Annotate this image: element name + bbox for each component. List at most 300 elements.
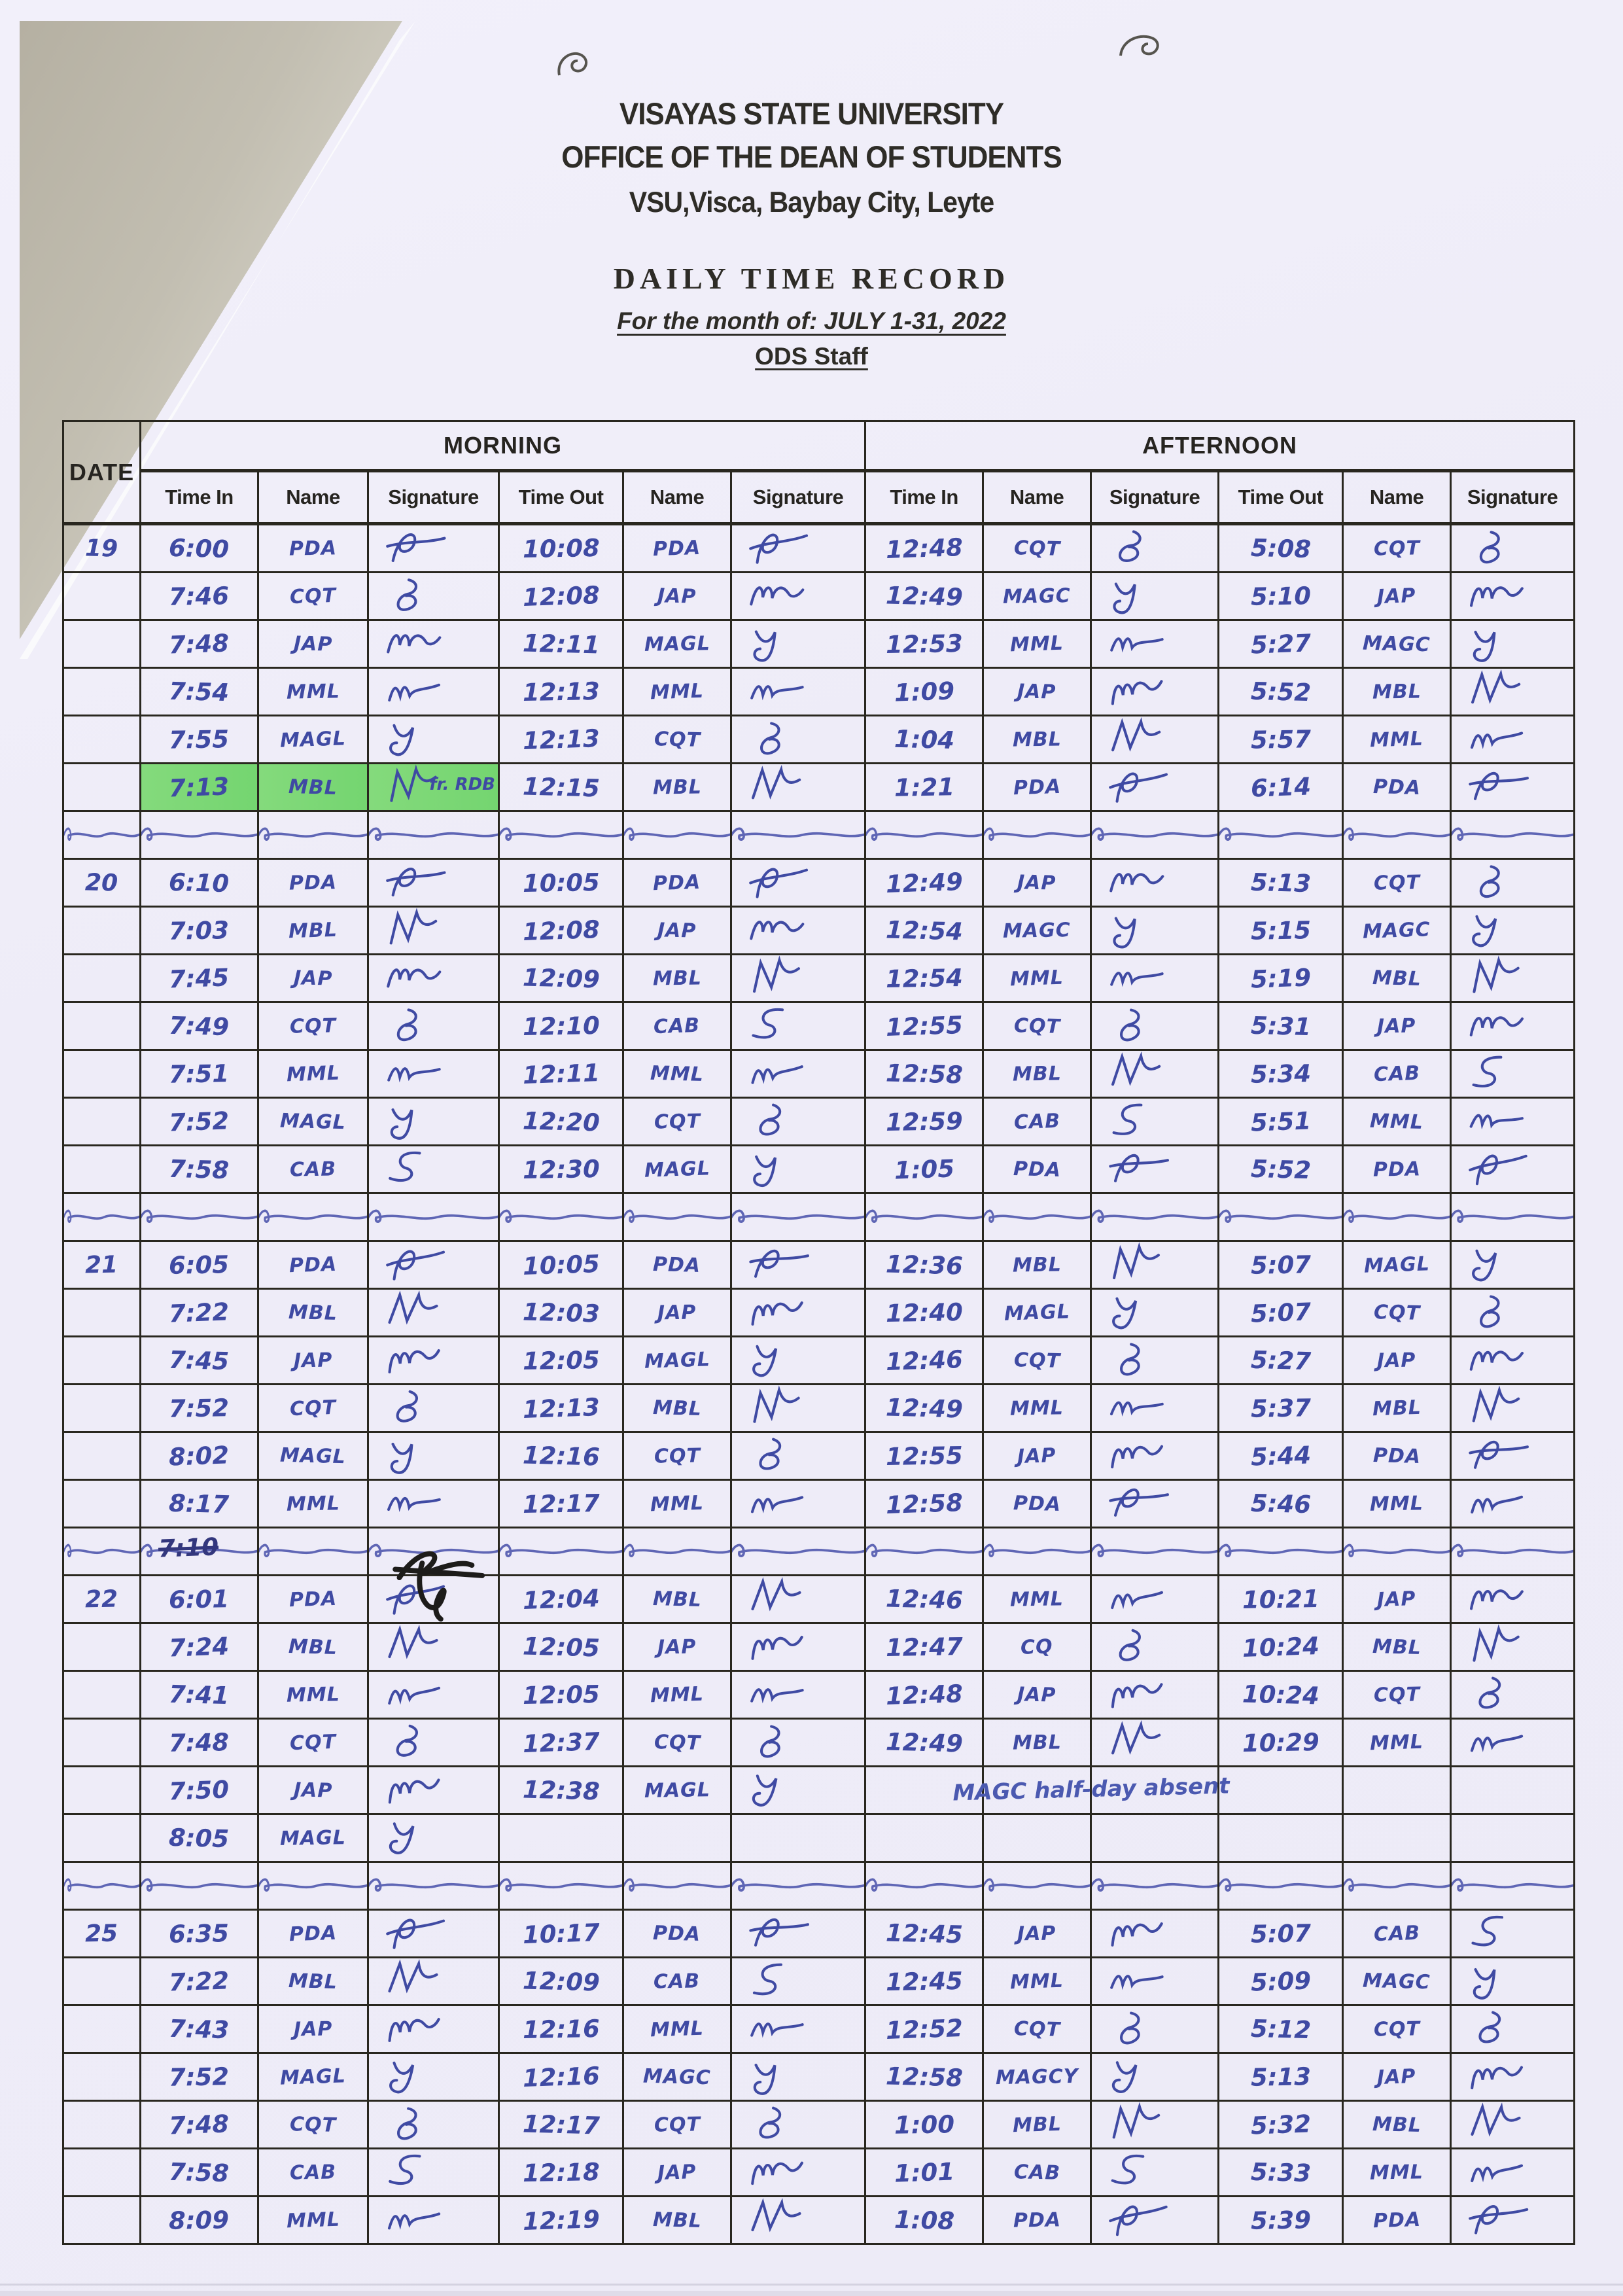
signature-cell bbox=[368, 668, 499, 716]
staff-initials: MBL bbox=[1372, 966, 1422, 991]
date-cell bbox=[63, 907, 141, 955]
signature-cell bbox=[731, 2149, 865, 2197]
column-header: Name bbox=[1343, 471, 1451, 524]
time-value: 10:05 bbox=[521, 1249, 601, 1280]
time-value: 12:47 bbox=[885, 1632, 963, 1662]
separator-cell bbox=[258, 1193, 368, 1241]
signature-cell bbox=[1451, 668, 1575, 716]
name-cell bbox=[983, 1910, 1091, 1958]
staff-initials: MAGL bbox=[1363, 1252, 1431, 1278]
wavy-line bbox=[500, 1863, 622, 1909]
wavy-line bbox=[1344, 1863, 1450, 1909]
time-value: 7:45 bbox=[168, 1345, 230, 1375]
separator-cell bbox=[865, 1528, 983, 1576]
signature-cell bbox=[368, 907, 499, 955]
name-cell bbox=[983, 1671, 1091, 1719]
time-cell bbox=[865, 1576, 983, 1623]
staff-initials: MAGC bbox=[1002, 584, 1072, 609]
time-cell bbox=[499, 1050, 623, 1098]
staff-initials: MML bbox=[1009, 631, 1064, 656]
name-cell bbox=[258, 524, 368, 573]
time-cell bbox=[141, 1385, 258, 1432]
wavy-line bbox=[984, 812, 1090, 858]
separator-cell bbox=[983, 1862, 1091, 1910]
date-cell bbox=[63, 1958, 141, 2005]
time-cell bbox=[141, 1002, 258, 1050]
signature-cell bbox=[368, 1814, 499, 1862]
time-cell bbox=[499, 1623, 623, 1671]
signature-cell bbox=[368, 1719, 499, 1767]
staff-initials: MBL bbox=[1012, 727, 1062, 752]
time-cell bbox=[1219, 1002, 1343, 1050]
signature-cell bbox=[1091, 620, 1219, 668]
name-cell bbox=[623, 907, 731, 955]
signature-cell bbox=[1451, 764, 1575, 811]
name-cell bbox=[258, 1289, 368, 1337]
signature-cell bbox=[731, 573, 865, 620]
dtr-row bbox=[63, 1432, 1575, 1480]
dtr-row bbox=[63, 524, 1575, 573]
separator-cell bbox=[63, 1193, 141, 1241]
staff-initials: CAB bbox=[1372, 1061, 1421, 1086]
date-cell bbox=[63, 764, 141, 811]
time-value: 5:32 bbox=[1249, 2109, 1312, 2140]
name-cell bbox=[983, 620, 1091, 668]
name-cell bbox=[258, 764, 368, 811]
time-cell bbox=[1219, 1814, 1343, 1862]
time-value: 5:09 bbox=[1249, 1966, 1312, 1997]
separator-cell bbox=[368, 811, 499, 859]
staff-initials: JAP bbox=[1377, 1014, 1417, 1038]
time-value: 12:11 bbox=[522, 628, 600, 660]
wavy-line bbox=[1452, 1863, 1573, 1909]
signature-cell bbox=[368, 1289, 499, 1337]
signature-cell bbox=[368, 859, 499, 907]
signature-cell bbox=[731, 1289, 865, 1337]
time-value: 5:52 bbox=[1249, 677, 1312, 707]
signature-cell bbox=[1091, 1671, 1219, 1719]
staff-initials: MML bbox=[1369, 727, 1424, 752]
staff-initials: CQT bbox=[1373, 536, 1420, 561]
separator-cell bbox=[258, 1528, 368, 1576]
column-header: Time Out bbox=[1219, 471, 1343, 524]
staff-initials: MAGL bbox=[644, 631, 710, 656]
date-cell bbox=[63, 1576, 141, 1623]
time-cell bbox=[865, 907, 983, 955]
staff-initials: MML bbox=[1009, 1587, 1064, 1612]
signature-cell bbox=[1451, 1958, 1575, 2005]
staff-initials: JAP bbox=[1017, 1682, 1057, 1707]
time-value: 1:04 bbox=[893, 724, 955, 754]
name-cell bbox=[983, 1385, 1091, 1432]
time-value: 10:24 bbox=[1241, 1631, 1320, 1663]
time-value: 12:54 bbox=[885, 963, 963, 993]
date-cell bbox=[63, 1719, 141, 1767]
time-cell bbox=[865, 1671, 983, 1719]
wavy-line bbox=[1452, 812, 1573, 858]
signature-cell bbox=[1451, 2197, 1575, 2244]
staff-initials: MBL bbox=[652, 966, 702, 991]
date-cell bbox=[63, 716, 141, 764]
date-cell bbox=[63, 2053, 141, 2101]
time-value: 12:08 bbox=[521, 915, 601, 946]
time-cell bbox=[865, 764, 983, 811]
staff-initials: MAGL bbox=[279, 1826, 347, 1850]
signature-cell bbox=[731, 2101, 865, 2149]
time-value: 6:14 bbox=[1249, 771, 1312, 803]
dtr-row bbox=[63, 1814, 1575, 1862]
time-cell bbox=[1219, 524, 1343, 573]
column-header: Name bbox=[258, 471, 368, 524]
time-value: 12:52 bbox=[884, 2013, 964, 2045]
staff-initials: PDA bbox=[652, 1252, 701, 1277]
time-cell bbox=[141, 2149, 258, 2197]
name-cell bbox=[258, 2149, 368, 2197]
name-cell bbox=[1343, 668, 1451, 716]
signature-cell bbox=[368, 2053, 499, 2101]
dtr-row bbox=[63, 1146, 1575, 1193]
halfday-note: MAGC half-day absent bbox=[952, 1773, 1230, 1807]
time-value: 7:48 bbox=[168, 628, 230, 660]
name-cell bbox=[623, 668, 731, 716]
time-cell bbox=[499, 1576, 623, 1623]
time-cell bbox=[865, 573, 983, 620]
staff-initials: MML bbox=[1369, 1730, 1424, 1755]
time-cell bbox=[141, 1623, 258, 1671]
name-cell bbox=[1343, 573, 1451, 620]
name-cell bbox=[258, 2101, 368, 2149]
date-cell bbox=[63, 1146, 141, 1193]
crossed-out-time: 7:10 bbox=[158, 1532, 219, 1563]
name-cell bbox=[983, 1814, 1091, 1862]
name-cell bbox=[623, 1910, 731, 1958]
time-value: 12:54 bbox=[885, 915, 963, 946]
signature-cell bbox=[368, 1910, 499, 1958]
time-value: 12:37 bbox=[521, 1727, 601, 1758]
time-value: 5:07 bbox=[1250, 1250, 1311, 1280]
time-value: 7:49 bbox=[168, 1011, 230, 1041]
name-cell bbox=[1343, 1719, 1451, 1767]
time-cell bbox=[499, 1002, 623, 1050]
wavy-line bbox=[259, 1528, 367, 1574]
dtr-row bbox=[63, 573, 1575, 620]
staff-initials: PDA bbox=[1013, 1491, 1062, 1516]
staff-initials: CQT bbox=[1013, 1348, 1060, 1373]
signature-cell bbox=[1091, 1958, 1219, 2005]
staff-initials: MAGL bbox=[644, 1778, 710, 1803]
dtr-row bbox=[63, 955, 1575, 1002]
name-cell bbox=[1343, 1480, 1451, 1528]
time-cell bbox=[1219, 1958, 1343, 2005]
staff-initials: MML bbox=[650, 2017, 705, 2041]
separator-cell bbox=[623, 1193, 731, 1241]
date-cell bbox=[63, 1385, 141, 1432]
time-value: 7:03 bbox=[169, 915, 230, 945]
staff-initials: MBL bbox=[1012, 2112, 1062, 2137]
separator-cell bbox=[1219, 1193, 1343, 1241]
time-cell bbox=[499, 1671, 623, 1719]
name-cell bbox=[623, 1337, 731, 1385]
signature-cell bbox=[368, 2149, 499, 2197]
time-value: 12:13 bbox=[522, 677, 600, 707]
signature-cell bbox=[1451, 859, 1575, 907]
time-cell bbox=[865, 2101, 983, 2149]
name-cell bbox=[258, 1910, 368, 1958]
time-cell bbox=[141, 1767, 258, 1814]
name-cell bbox=[1343, 1432, 1451, 1480]
time-cell bbox=[499, 1337, 623, 1385]
separator-cell bbox=[623, 1862, 731, 1910]
time-value: 7:58 bbox=[168, 2157, 230, 2187]
time-cell bbox=[141, 524, 258, 573]
name-cell bbox=[623, 1767, 731, 1814]
time-value: 5:08 bbox=[1249, 533, 1312, 563]
name-cell bbox=[623, 955, 731, 1002]
name-cell bbox=[258, 907, 368, 955]
signature-cell bbox=[368, 1432, 499, 1480]
name-cell bbox=[983, 716, 1091, 764]
date-value: 19 bbox=[84, 534, 119, 563]
time-value: 12:59 bbox=[885, 1106, 963, 1137]
name-cell bbox=[623, 2005, 731, 2053]
staff-initials: CQT bbox=[654, 1109, 701, 1134]
name-cell bbox=[1343, 1337, 1451, 1385]
time-cell bbox=[1219, 1050, 1343, 1098]
dtr-row bbox=[63, 1671, 1575, 1719]
staff-initials: PDA bbox=[288, 1252, 338, 1277]
date-cell bbox=[63, 1098, 141, 1146]
signature-cell bbox=[1091, 1623, 1219, 1671]
staff-initials: MML bbox=[1009, 1969, 1064, 1994]
time-value: 7:50 bbox=[168, 1775, 230, 1806]
name-cell bbox=[258, 1576, 368, 1623]
wavy-line bbox=[500, 1194, 622, 1240]
time-value: 12:30 bbox=[522, 1154, 600, 1184]
time-cell bbox=[499, 907, 623, 955]
name-cell bbox=[258, 1719, 368, 1767]
time-cell bbox=[865, 2005, 983, 2053]
name-cell bbox=[1343, 2101, 1451, 2149]
name-cell bbox=[983, 859, 1091, 907]
wavy-line bbox=[1344, 1528, 1450, 1574]
time-cell bbox=[141, 1719, 258, 1767]
signature-cell bbox=[731, 1050, 865, 1098]
signature-cell bbox=[368, 1480, 499, 1528]
time-cell bbox=[141, 1337, 258, 1385]
dtr-row bbox=[63, 1289, 1575, 1337]
separator-cell bbox=[63, 811, 141, 859]
staff-initials: MML bbox=[1369, 2160, 1424, 2185]
time-value: 10:24 bbox=[1242, 1679, 1319, 1710]
wavy-line bbox=[732, 812, 864, 858]
name-cell bbox=[258, 1002, 368, 1050]
name-cell bbox=[1343, 1289, 1451, 1337]
staff-initials: PDA bbox=[288, 870, 338, 895]
time-cell bbox=[141, 620, 258, 668]
name-cell bbox=[258, 1098, 368, 1146]
column-header: Time In bbox=[141, 471, 258, 524]
time-value: 6:10 bbox=[168, 868, 230, 898]
name-cell bbox=[1343, 1958, 1451, 2005]
wavy-line bbox=[259, 1863, 367, 1909]
signature-cell bbox=[1451, 1767, 1575, 1814]
date-cell bbox=[63, 2101, 141, 2149]
time-cell bbox=[141, 1480, 258, 1528]
column-header: Signature bbox=[1091, 471, 1219, 524]
staff-initials: JAP bbox=[657, 1634, 697, 1659]
staff-initials: CQT bbox=[289, 1014, 337, 1038]
time-value: 12:10 bbox=[522, 1011, 600, 1041]
name-cell bbox=[1343, 1050, 1451, 1098]
staff-initials: MBL bbox=[288, 1634, 338, 1659]
time-cell bbox=[865, 1337, 983, 1385]
signature-cell bbox=[368, 1337, 499, 1385]
wavy-line bbox=[624, 1528, 730, 1574]
signature-cell bbox=[368, 2005, 499, 2053]
signature-cell bbox=[1091, 907, 1219, 955]
time-cell bbox=[499, 2197, 623, 2244]
time-cell bbox=[499, 573, 623, 620]
time-cell bbox=[499, 1814, 623, 1862]
time-cell bbox=[1219, 1671, 1343, 1719]
signature-cell bbox=[1451, 1814, 1575, 1862]
wavy-line bbox=[1219, 1528, 1342, 1574]
time-value: 12:58 bbox=[884, 1488, 964, 1519]
signature-cell bbox=[731, 668, 865, 716]
wavy-line bbox=[866, 1528, 982, 1574]
name-cell bbox=[623, 1098, 731, 1146]
date-cell bbox=[63, 1432, 141, 1480]
signature-cell bbox=[1091, 1432, 1219, 1480]
time-cell bbox=[141, 1958, 258, 2005]
signature-cell bbox=[731, 1767, 865, 1814]
separator-cell bbox=[1451, 1193, 1575, 1241]
name-cell bbox=[258, 1814, 368, 1862]
time-value: 12:16 bbox=[522, 1440, 600, 1472]
time-cell bbox=[865, 1480, 983, 1528]
name-cell bbox=[1343, 2005, 1451, 2053]
time-value: 12:17 bbox=[522, 1489, 600, 1519]
time-cell bbox=[1219, 2149, 1343, 2197]
time-value: 12:09 bbox=[522, 963, 600, 994]
time-value: 12:16 bbox=[521, 2061, 601, 2093]
signature-cell bbox=[1451, 1146, 1575, 1193]
date-cell bbox=[63, 1767, 141, 1814]
signature-cell bbox=[1091, 573, 1219, 620]
time-value: 6:01 bbox=[169, 1584, 230, 1614]
time-cell bbox=[1219, 955, 1343, 1002]
block-separator-row bbox=[63, 1193, 1575, 1241]
time-value: 7:55 bbox=[169, 724, 230, 754]
wavy-line bbox=[1092, 1528, 1217, 1574]
dtr-row bbox=[63, 1958, 1575, 2005]
signature-cell bbox=[1091, 524, 1219, 573]
time-cell bbox=[1219, 859, 1343, 907]
time-cell bbox=[141, 2053, 258, 2101]
date-cell bbox=[63, 573, 141, 620]
time-value: 5:13 bbox=[1250, 2062, 1311, 2092]
block-separator-row bbox=[63, 1528, 1575, 1576]
separator-cell bbox=[731, 1528, 865, 1576]
staff-initials: CQT bbox=[654, 1730, 701, 1755]
name-cell bbox=[258, 1241, 368, 1289]
separator-cell bbox=[731, 1193, 865, 1241]
signature-cell bbox=[731, 859, 865, 907]
dtr-row bbox=[63, 1623, 1575, 1671]
signature-cell bbox=[731, 1814, 865, 1862]
time-cell bbox=[141, 2197, 258, 2244]
signature-cell bbox=[1451, 1098, 1575, 1146]
separator-cell bbox=[865, 811, 983, 859]
separator-cell bbox=[983, 1528, 1091, 1576]
signature-cell bbox=[1451, 1002, 1575, 1050]
wavy-line bbox=[1219, 1863, 1342, 1909]
wavy-line bbox=[624, 1863, 730, 1909]
time-cell bbox=[865, 1146, 983, 1193]
staff-initials: MAGL bbox=[279, 1443, 347, 1468]
date-cell bbox=[63, 1002, 141, 1050]
name-cell bbox=[983, 1146, 1091, 1193]
time-cell bbox=[865, 1289, 983, 1337]
time-value: 5:13 bbox=[1249, 868, 1312, 898]
time-cell bbox=[141, 1146, 258, 1193]
time-cell bbox=[1219, 2053, 1343, 2101]
name-cell bbox=[1343, 1385, 1451, 1432]
signature-cell bbox=[368, 1241, 499, 1289]
name-cell bbox=[1343, 764, 1451, 811]
signature-cell bbox=[368, 1098, 499, 1146]
staff-initials: CQT bbox=[289, 2112, 337, 2137]
date-cell bbox=[63, 668, 141, 716]
name-cell bbox=[623, 1385, 731, 1432]
staff-initials: CQT bbox=[289, 1730, 337, 1755]
date-value: 25 bbox=[85, 1920, 118, 1947]
name-cell bbox=[983, 1576, 1091, 1623]
name-cell bbox=[983, 955, 1091, 1002]
time-cell bbox=[865, 1767, 1230, 1814]
time-value: 5:07 bbox=[1249, 1297, 1312, 1328]
time-value: 5:39 bbox=[1250, 2205, 1311, 2235]
time-value: 7:43 bbox=[168, 2014, 230, 2044]
dtr-row bbox=[63, 1385, 1575, 1432]
signature-cell bbox=[1091, 955, 1219, 1002]
signature-cell bbox=[368, 524, 499, 573]
date-cell bbox=[63, 1241, 141, 1289]
name-cell bbox=[258, 1958, 368, 2005]
time-value: 12:49 bbox=[884, 867, 964, 898]
signature-cell bbox=[1451, 2101, 1575, 2149]
time-cell bbox=[499, 1910, 623, 1958]
time-value: 5:57 bbox=[1250, 724, 1311, 754]
separator-cell bbox=[983, 1193, 1091, 1241]
separator-cell bbox=[141, 811, 258, 859]
name-cell bbox=[258, 1337, 368, 1385]
staff-initials: PDA bbox=[652, 1921, 701, 1946]
name-cell bbox=[258, 2197, 368, 2244]
date-cell bbox=[63, 1050, 141, 1098]
time-cell bbox=[1219, 1432, 1343, 1480]
signature-cell bbox=[731, 955, 865, 1002]
name-cell bbox=[983, 1432, 1091, 1480]
staff-initials: CAB bbox=[1372, 1921, 1421, 1946]
staff-initials: PDA bbox=[288, 1921, 338, 1946]
time-value: 5:51 bbox=[1249, 1106, 1312, 1137]
time-value: 12:38 bbox=[522, 1775, 600, 1806]
wavy-line bbox=[259, 812, 367, 858]
separator-cell bbox=[623, 1528, 731, 1576]
time-cell bbox=[141, 764, 258, 811]
date-value: 21 bbox=[85, 1251, 118, 1279]
